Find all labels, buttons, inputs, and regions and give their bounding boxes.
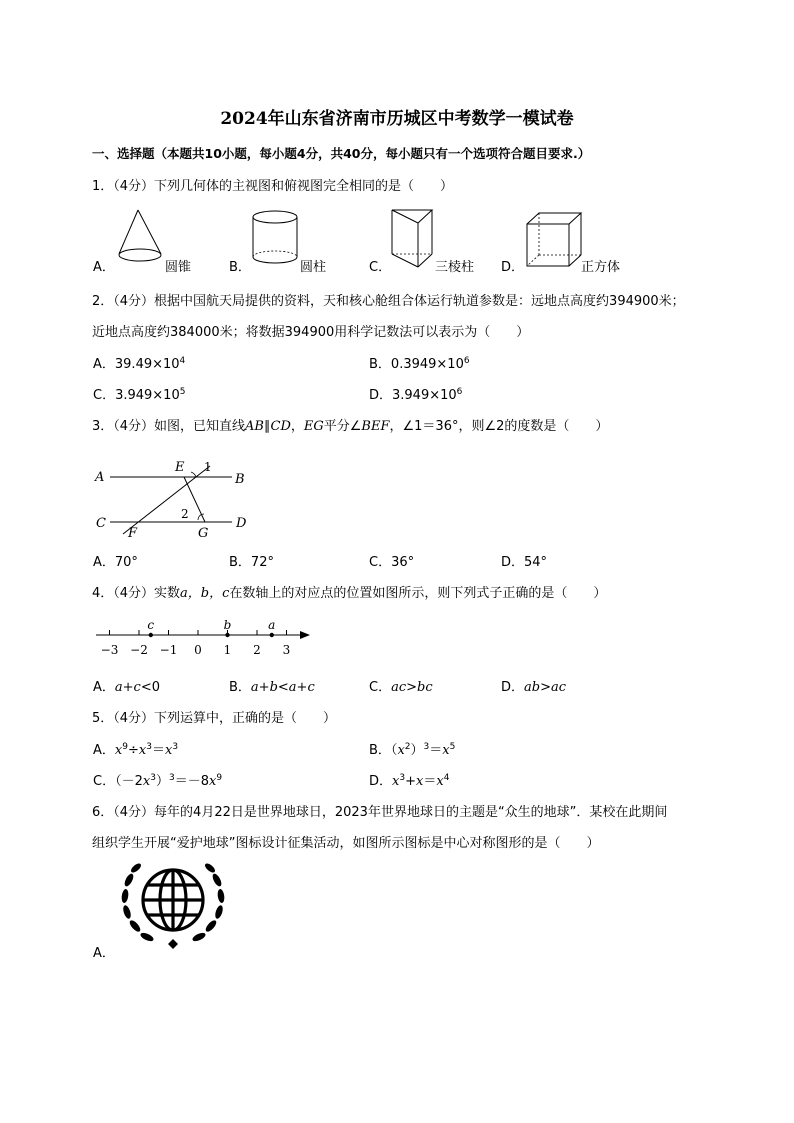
number-line-point-b: [225, 633, 229, 637]
number-line-point-label-b: b: [223, 618, 232, 632]
q6-option-a-letter: A．: [93, 946, 115, 961]
number-line-tick-label: −1: [159, 643, 178, 657]
number-line-tick-label: −3: [100, 643, 119, 657]
number-line-point-label-a: a: [268, 618, 276, 632]
question-3-stem: 3．（4分）如图，已知直线AB∥CD，EG平分∠BEF，∠1＝36°，则∠2的度数是（ ）: [92, 419, 609, 434]
question-6-line1: 6．（4分）每年的4月22日是世界地球日，2023年世界地球日的主题是“众生的地球”．某校在此期间: [92, 805, 668, 820]
number-line-tick-label: −2: [130, 643, 148, 657]
q5-option-a: A．$x^9\div x^3=x^3$: [93, 742, 179, 758]
number-line-arrow-icon: [300, 631, 310, 639]
q5-option-d: D．$x^3+x=x^4$: [369, 773, 450, 789]
q1-option-b-letter: B．: [229, 260, 251, 275]
angle-1-label: 1: [204, 460, 212, 474]
number-line-point-c: [149, 633, 153, 637]
number-line-tick-label: 3: [282, 643, 291, 657]
point-e-label: E: [175, 460, 185, 475]
q1-option-c-letter: C．: [369, 260, 392, 275]
q1-option-b-name: 圆柱: [300, 260, 327, 275]
q4-option-d: D．ab>ac: [501, 680, 567, 695]
question-4-stem: 4．（4分）实数a，b，c在数轴上的对应点的位置如图所示，则下列式子正确的是（ ）: [92, 586, 607, 601]
q2-option-c: C．$3.949\times 10^5$: [93, 387, 186, 403]
q1-option-a-letter: A．: [93, 260, 115, 275]
q3-option-a: A．70°: [93, 555, 138, 570]
q5-option-c: C．$(-2x^3)^3=-8x^9$: [93, 773, 223, 789]
q4-option-b: B．a+b<a+c: [229, 680, 315, 695]
parallel-lines-figure: [90, 450, 260, 542]
q1-option-a-name: 圆锥: [165, 260, 192, 275]
q3-option-b: B．72°: [229, 555, 274, 570]
point-b-label: B: [235, 472, 245, 487]
q2-option-d: D．$3.949\times 10^6$: [369, 387, 463, 403]
q5-option-b: B．$(x^2)^3=x^5$: [369, 742, 456, 758]
q1-option-c-name: 三棱柱: [435, 260, 475, 275]
q1-option-d-name: 正方体: [581, 260, 621, 275]
point-a-label: A: [95, 470, 105, 485]
section-heading: 一、选择题（本题共10小题，每小题4分，共40分，每小题只有一个选项符合题目要求.）: [92, 146, 591, 161]
question-2-line2: 近地点高度约384000米；将数据394900用科学记数法可以表示为（ ）: [92, 325, 530, 340]
q4-option-c: C．ac>bc: [369, 680, 433, 695]
point-d-label: D: [236, 516, 247, 531]
cylinder-figure: [250, 208, 302, 270]
number-line-tick-label: 0: [194, 643, 202, 657]
triangular-prism-figure: [388, 207, 438, 273]
q1-option-d-letter: D．: [501, 260, 525, 275]
cube-figure: [524, 211, 584, 271]
question-2-line1: 2．（4分）根据中国航天局提供的资料，天和核心舱组合体运行轨道参数是：远地点高度约394900米；: [92, 294, 685, 309]
page-title: 2024年山东省济南市历城区中考数学一模试卷: [220, 109, 574, 129]
q3-option-c: C．36°: [369, 555, 415, 570]
q2-option-a: A．$39.49\times 10^4$: [93, 356, 186, 372]
number-line-point-label-c: c: [147, 618, 155, 632]
point-g-label: G: [198, 526, 209, 541]
question-6-line2: 组织学生开展“爱护地球”图标设计征集活动，如图所示图标是中心对称图形的是（ ）: [92, 836, 600, 851]
globe-laurel-emblem: [119, 854, 227, 950]
number-line-figure: [90, 614, 320, 660]
number-line-tick-label: 1: [223, 643, 232, 657]
number-line-tick-label: 2: [253, 643, 261, 657]
q4-option-a: A．a+c<0: [93, 680, 161, 695]
q2-option-b: B．$0.3949\times 10^6$: [369, 356, 470, 372]
point-f-label: F: [128, 526, 138, 541]
question-5-stem: 5．（4分）下列运算中，正确的是（ ）: [92, 711, 337, 726]
angle-2-label: 2: [181, 507, 189, 521]
cone-figure: [115, 206, 167, 268]
point-c-label: C: [96, 516, 106, 531]
q3-option-d: D．54°: [501, 555, 548, 570]
question-1-stem: 1．（4分）下列几何体的主视图和俯视图完全相同的是（ ）: [92, 179, 454, 194]
number-line-point-a: [270, 633, 274, 637]
